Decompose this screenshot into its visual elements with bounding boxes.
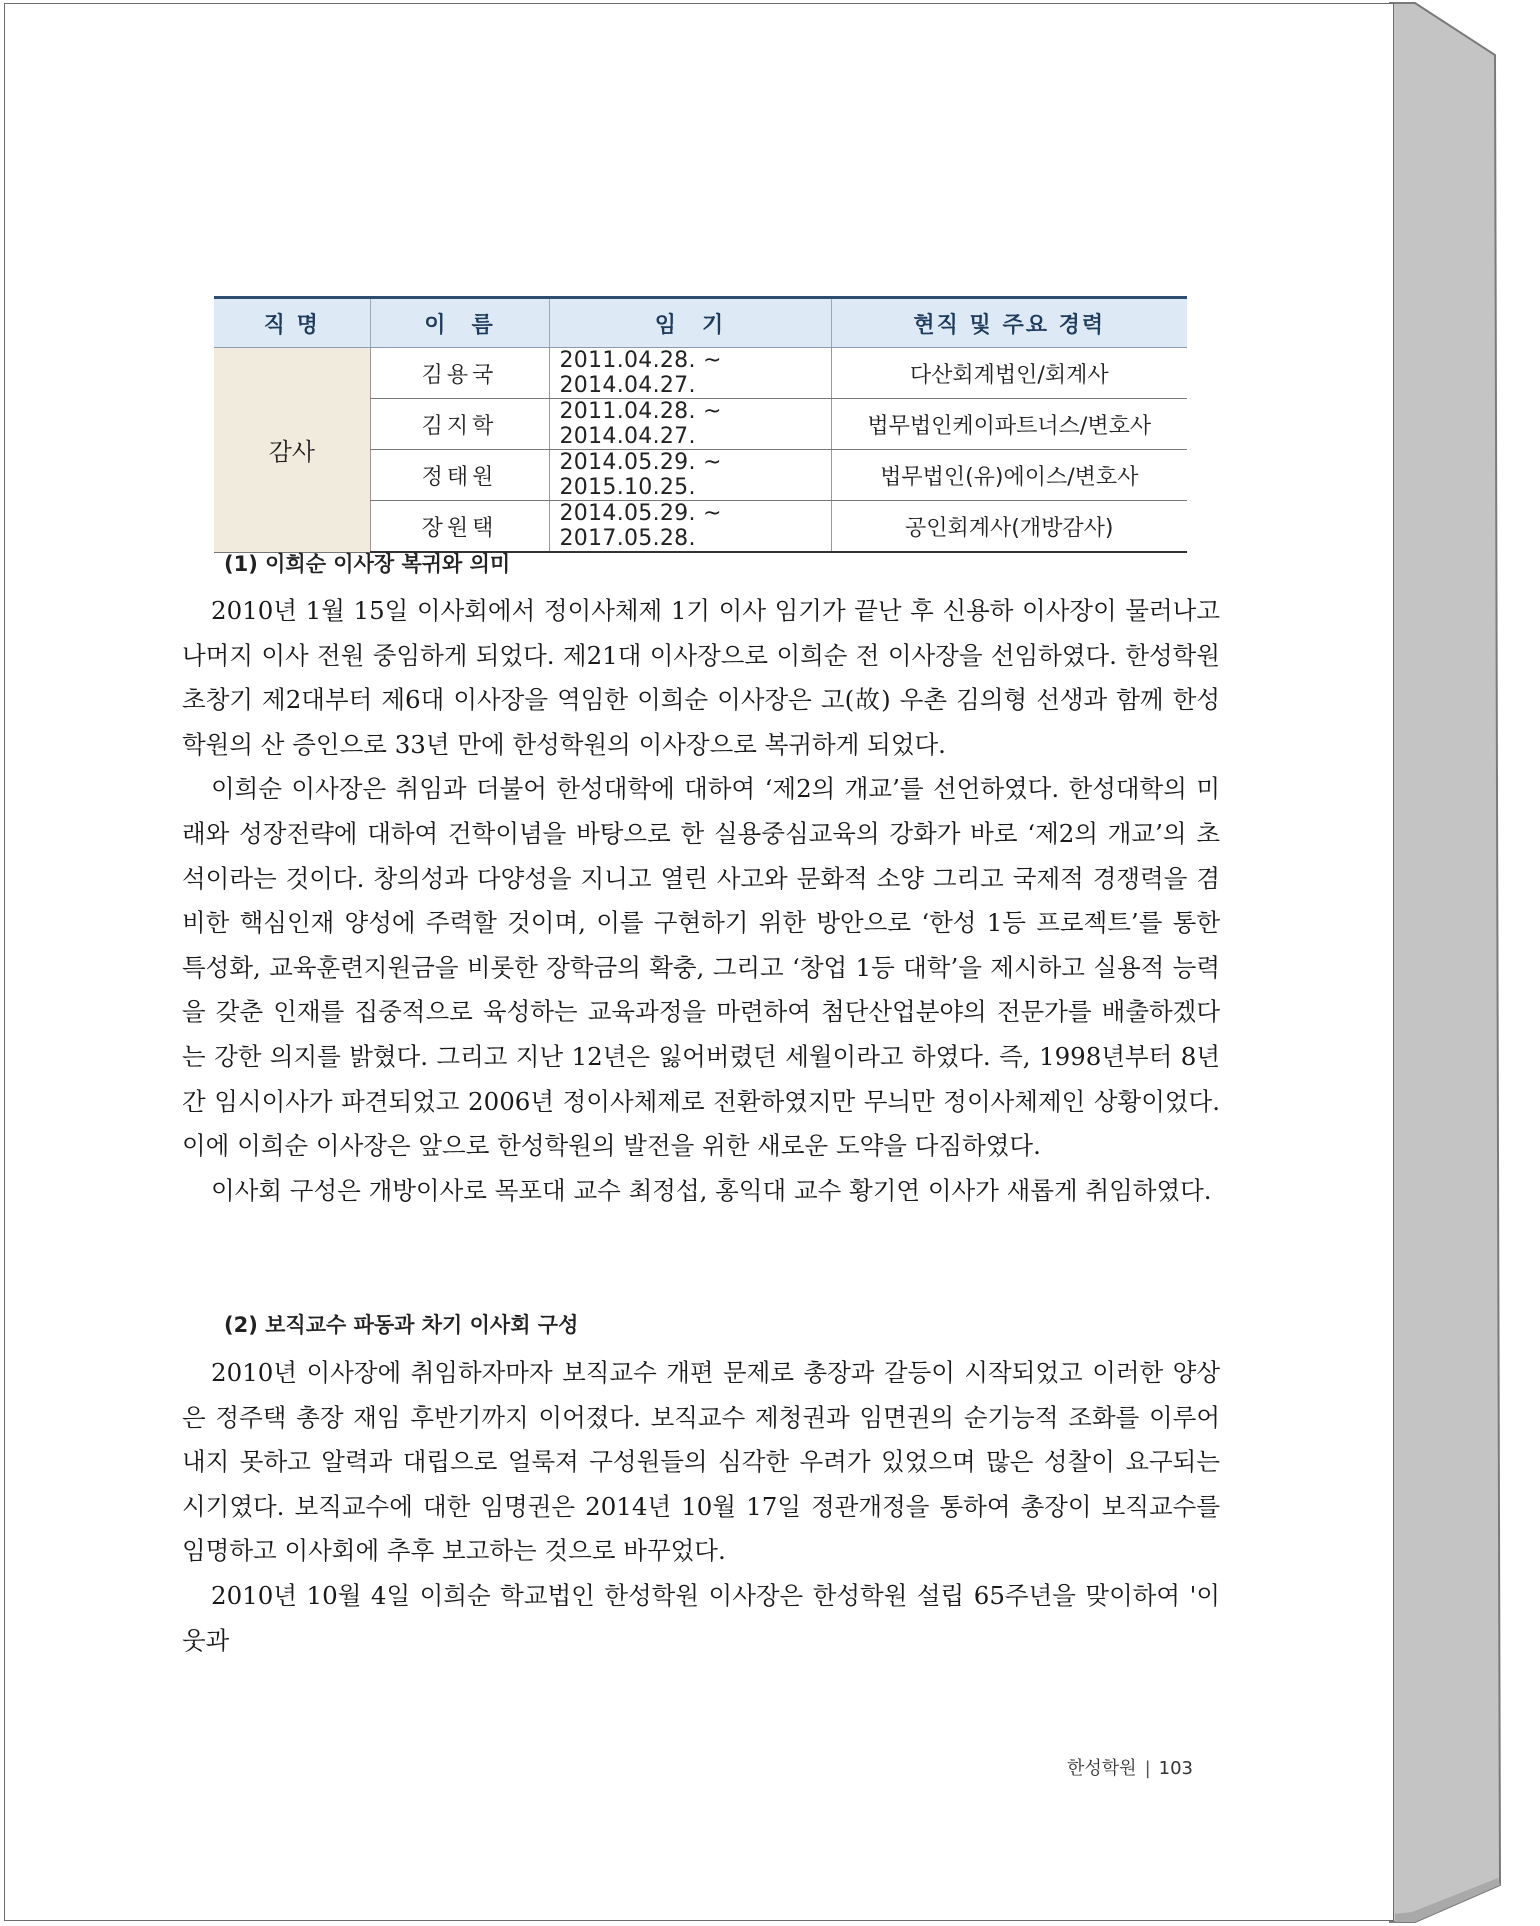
- section-1-body: [182, 589, 1220, 1213]
- table-header-position: 직 명: [214, 298, 370, 348]
- table-row: [214, 348, 1187, 399]
- name-cell: 김용국: [370, 348, 549, 399]
- section-2-body: [182, 1351, 1220, 1663]
- paragraph: 이사회 구성은 개방이사로 목포대 교수 최정섭, 홍익대 교수 황기연 이사가 새롭게 취임하였다.: [211, 1175, 1212, 1205]
- footer-publisher: 한성학원: [1067, 1758, 1137, 1779]
- career-cell: 법무법인(유)에이스/변호사: [831, 450, 1187, 501]
- term-cell: 2011.04.28. ~ 2014.04.27.: [549, 348, 831, 399]
- paragraph: 이희순 이사장은 취임과 더불어 한성대학에 대하여 ‘제2의 개교’를 선언하였다. 한성대학의 미래와 성장전략에 대하여 건학이념을 바탕으로 한 실용중심교육의 강화가 바로 ‘제2의 개교’의 초석이라는 것이다. 창의성과 다양성을 지니고 열린 사고와 문화적 소양 그리고 국제적 경쟁력을 겸비한 핵심인재 양성에 주력할 것이며, 이를 구현하기 위한 방안으로 ‘한성 1등 프로젝트’를 통한 특성화, 교육훈련지원금을 비롯한 장학금의 확충, 그리고 ‘창업 1등 대학’을 제시하고 실용적 능력을 갖춘 인재를 집중적으로 육성하는 교육과정을 마련하여 첨단산업분야의 전문가를 배출하겠다는 강한 의지를 밝혔다. 그리고 지난 12년은 잃어버렸던 세월이라고 하였다. 즉, 1998년부터 8년간 임시이사가 파견되었고 2006년 정이사체제로 전환하였지만 무늬만 정이사체제인 상황이었다. 이에 이희순 이사장은 앞으로 한성학원의 발전을 위한 새로운 도약을 다짐하였다.: [182, 774, 1220, 1161]
- term-cell: 2014.05.29. ~ 2017.05.28.: [549, 501, 831, 553]
- career-cell: 법무법인케이파트너스/변호사: [831, 399, 1187, 450]
- career-cell: 공인회계사(개방감사): [831, 501, 1187, 553]
- table-header-name: 이 름: [370, 298, 549, 348]
- footer-separator: |: [1144, 1758, 1151, 1779]
- term-cell: 2011.04.28. ~ 2014.04.27.: [549, 399, 831, 450]
- section-heading-2: (2) 보직교수 파동과 차기 이사회 구성: [224, 1313, 579, 1337]
- paragraph: 2010년 이사장에 취임하자마자 보직교수 개편 문제로 총장과 갈등이 시작되었고 이러한 양상은 정주택 총장 재임 후반기까지 이어졌다. 보직교수 제청권과 임면권의 순기능적 조화를 이루어내지 못하고 알력과 대립으로 얼룩져 구성원들의 심각한 우려가 있었으며 많은 성찰이 요구되는 시기였다. 보직교수에 대한 임명권은 2014년 10월 17일 정관개정을 통하여 총장이 보직교수를 임명하고 이사회에 추후 보고하는 것으로 바꾸었다.: [182, 1358, 1220, 1566]
- page-number: 103: [1158, 1758, 1193, 1779]
- table-header-career: 현직 및 주요 경력: [831, 298, 1187, 348]
- name-cell: 정태원: [370, 450, 549, 501]
- role-cell: 감사: [214, 348, 370, 553]
- table-header-row: [214, 298, 1187, 348]
- page-footer: [1067, 1754, 1193, 1780]
- auditor-table: [214, 296, 1187, 553]
- name-cell: 장원택: [370, 501, 549, 553]
- career-cell: 다산회계법인/회계사: [831, 348, 1187, 399]
- paragraph: 2010년 10월 4일 이희순 학교법인 한성학원 이사장은 한성학원 설립 65주년을 맞이하여 '이웃과: [182, 1580, 1220, 1655]
- name-cell: 김지학: [370, 399, 549, 450]
- table-header-term: 임 기: [549, 298, 831, 348]
- section-heading-1: (1) 이희순 이사장 복귀와 의미: [224, 552, 511, 576]
- paragraph: 2010년 1월 15일 이사회에서 정이사체제 1기 이사 임기가 끝난 후 신용하 이사장이 물러나고 나머지 이사 전원 중임하게 되었다. 제21대 이사장으로 이희순 전 이사장을 선임하였다. 한성학원 초창기 제2대부터 제6대 이사장을 역임한 이희순 이사장은 고(故) 우촌 김의형 선생과 함께 한성학원의 산 증인으로 33년 만에 한성학원의 이사장으로 복귀하게 되었다.: [182, 596, 1220, 759]
- term-cell: 2014.05.29. ~ 2015.10.25.: [549, 450, 831, 501]
